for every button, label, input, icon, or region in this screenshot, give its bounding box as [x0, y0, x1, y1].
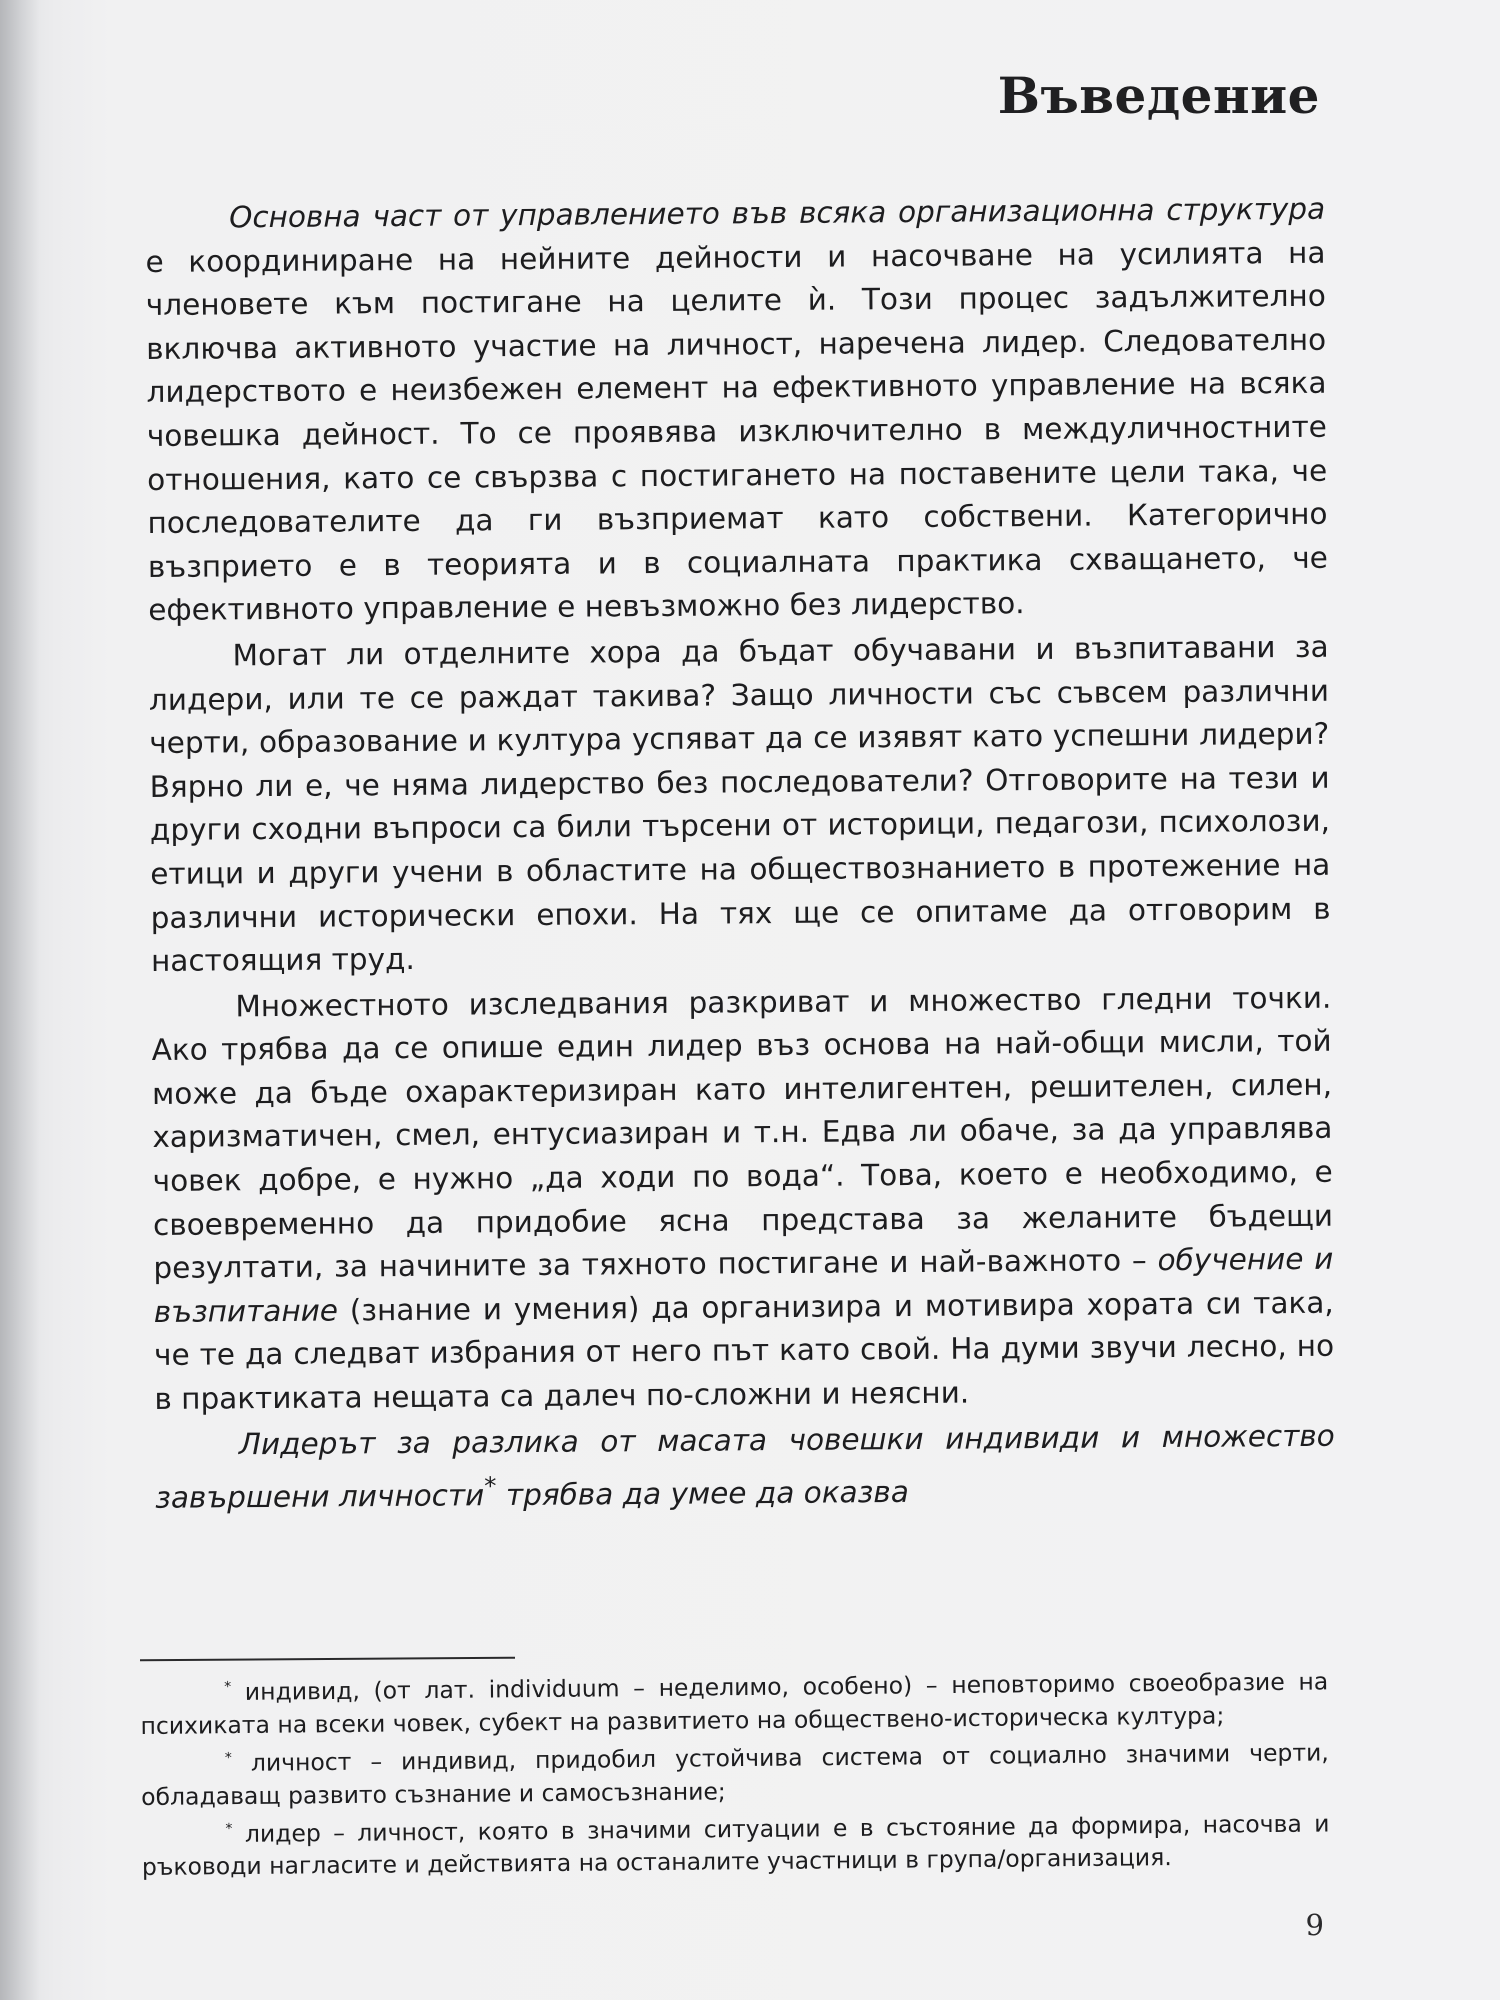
paragraph-3-italic: обучение и възпитание: [153, 1241, 1334, 1329]
footnote-2: [141, 1731, 1330, 1813]
paragraph-4-italic-a: Лидерът за разлика от масата човешки индивиди и множество завършени личности: [155, 1418, 1335, 1516]
paragraph-4-italic-b: трябва да умее да оказва: [496, 1475, 909, 1513]
body-text: [145, 188, 1335, 1521]
footnote-2-marker: *: [224, 1749, 232, 1767]
paragraph-3: [151, 976, 1334, 1421]
chapter-title: Въведение: [997, 66, 1320, 125]
footnote-2-text: личност – индивид, придобил устойчива система от социално значими черти, обладаващ развито съзнание и самосъзнание;: [141, 1738, 1329, 1811]
binding-shadow: [0, 0, 40, 2000]
footnote-1-marker: *: [224, 1679, 232, 1696]
footnote-3: [141, 1802, 1330, 1884]
paragraph-1-text: е координиране на нейните дейности и насочване на усилията на членовете към постигане на целите ѝ. Този процес задължително включва активното участие на личност, наречена лидер. Следователно лидерството е неизбежен елемент на ефективното управление на всяка човешка дейност. То се проявява изключително в междуличностните отношения, като се свързва с постигането на поставените цели така, че последователите да ги възприемат като собствени. Категорично възприето е в теорията и в социалната практика схващането, че ефективното управление е невъзможно без лидерство.: [145, 235, 1329, 628]
footnote-rule: [140, 1657, 515, 1662]
paragraph-2: Могат ли отделните хора да бъдат обучавани и възпитавани за лидери, или те се раждат такива? Защо личности със съвсем различни черти, образование и култура успяват да се изявят като успешни лидери? Вярно ли е, че няма лидерство без последователи? Отговорите на тези и други сходни въпроси са били търсени от историци, педагози, психолози, етици и други учени в областите на обществознанието в протежение на различни исторически епохи. На тях ще се опитаме да отговорим в настоящия труд.: [148, 629, 1331, 979]
footnote-1: [140, 1661, 1329, 1743]
footnotes: [140, 1661, 1330, 1885]
paragraph-3-text-b: (знание и умения) да организира и мотивира хората си така, че те да следват избрания от него път като свой. На думи звучи лесно, но в практиката нещата са далеч по-сложни и неясни.: [153, 1285, 1335, 1416]
paragraph-3-text-a: Множестното изследвания разкриват и множество гледни точки. Ако трябва да се опише един лидер въз основа на най-общи мисли, той може да бъде охарактеризиран като интелигентен, решителен, силен, харизматичен, смел, ентусиазиран и т.н. Едва ли обаче, за да управлява човек добре, е нужно „да ходи по вода“. Това, което е необходимо, е своевременно да придобие ясна представа за желаните бъдещи резултати, за начините за тяхното постигане и най-важното –: [151, 980, 1334, 1286]
footnote-marker: *: [484, 1471, 497, 1501]
paragraph-1: [145, 188, 1328, 633]
paragraph-1-italic: Основна част от управлението във всяка организационна структура: [229, 191, 1326, 235]
page-number: 9: [1305, 1908, 1324, 1942]
paragraph-4: [155, 1414, 1336, 1520]
footnote-3-text: лидер – личност, която в значими ситуации е в състояние да формира, насочва и ръководи нагласите и действията на останалите участници в група/организация.: [141, 1809, 1330, 1882]
footnote-3-marker: *: [225, 1820, 233, 1837]
footnote-1-text: индивид, (от лат. individuum – неделимо, особено) – неповторимо своеобразие на психиката на всеки човек, субект на развитието на обществено-историческа култура;: [140, 1667, 1329, 1740]
